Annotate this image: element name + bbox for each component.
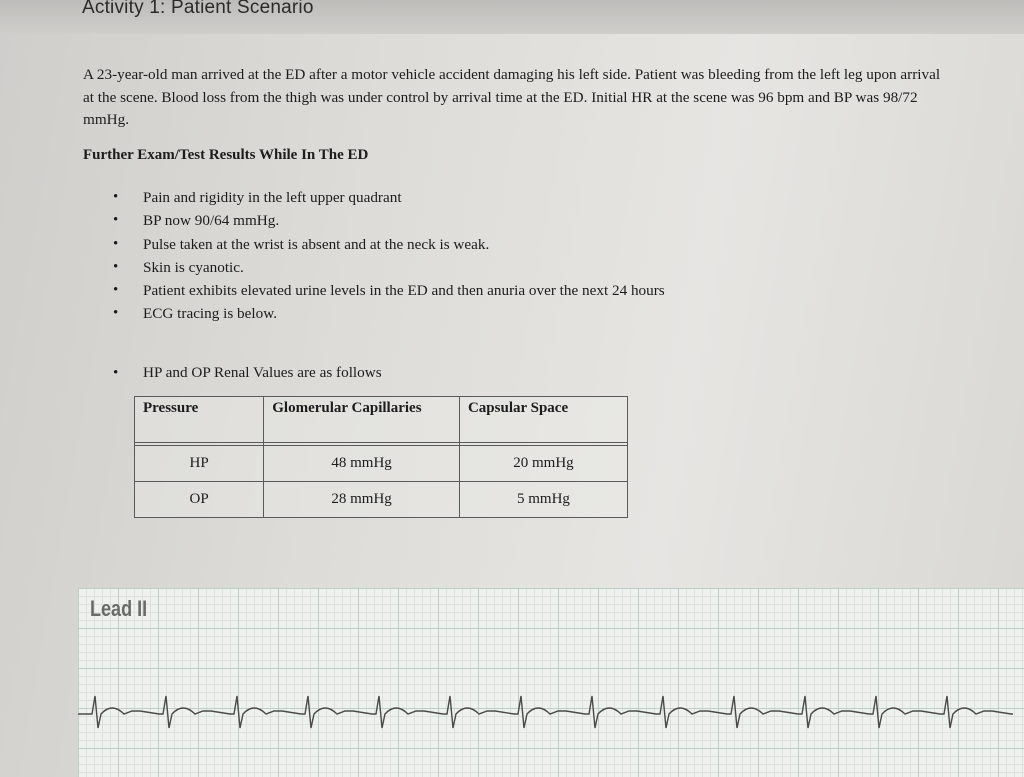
ecg-trace <box>78 696 1013 728</box>
page-title: Activity 1: Patient Scenario <box>82 0 314 18</box>
table-cell: 28 mmHg <box>264 482 460 518</box>
finding-item: • ECG tracing is below. <box>113 302 833 325</box>
finding-item: • BP now 90/64 mmHg. <box>113 209 833 232</box>
ecg-lead-label: Lead II <box>90 596 148 621</box>
table-header-row <box>135 397 628 443</box>
finding-item: • Pulse taken at the wrist is absent and at the neck is weak. <box>113 233 833 256</box>
header-pressure: Pressure <box>135 397 264 443</box>
header-capsular-space: Capsular Space <box>459 397 627 443</box>
table-cell: 20 mmHg <box>459 446 627 482</box>
table-cell: HP <box>135 446 264 482</box>
header-glomerular-capillaries: Glomerular Capillaries <box>264 397 460 443</box>
ecg-waveform <box>78 588 1024 777</box>
finding-item: • Skin is cyanotic. <box>113 256 833 279</box>
table-cell: 48 mmHg <box>264 446 460 482</box>
table-row <box>135 482 628 518</box>
findings-list <box>113 186 833 326</box>
table-row <box>135 446 628 482</box>
renal-values-table <box>134 396 628 518</box>
scenario-paragraph: A 23-year-old man arrived at the ED after a motor vehicle accident damaging his left side. Patient was bleeding from the left leg upon arrival at the scene. Blood loss from the thigh was under control by arrival time at the ED. Initial HR at the scene was 96 bpm and BP was 98/72 mmHg. <box>83 66 941 128</box>
renal-intro-list <box>113 361 382 384</box>
ecg-strip <box>78 588 1024 777</box>
table-cell: OP <box>135 482 264 518</box>
section-heading: Further Exam/Test Results While In The ED <box>83 147 369 163</box>
finding-item: • Pain and rigidity in the left upper quadrant <box>113 186 833 209</box>
table-cell: 5 mmHg <box>459 482 627 518</box>
finding-item: • Patient exhibits elevated urine levels in the ED and then anuria over the next 24 hours <box>113 279 833 302</box>
renal-intro-item: • HP and OP Renal Values are as follows <box>113 361 382 384</box>
